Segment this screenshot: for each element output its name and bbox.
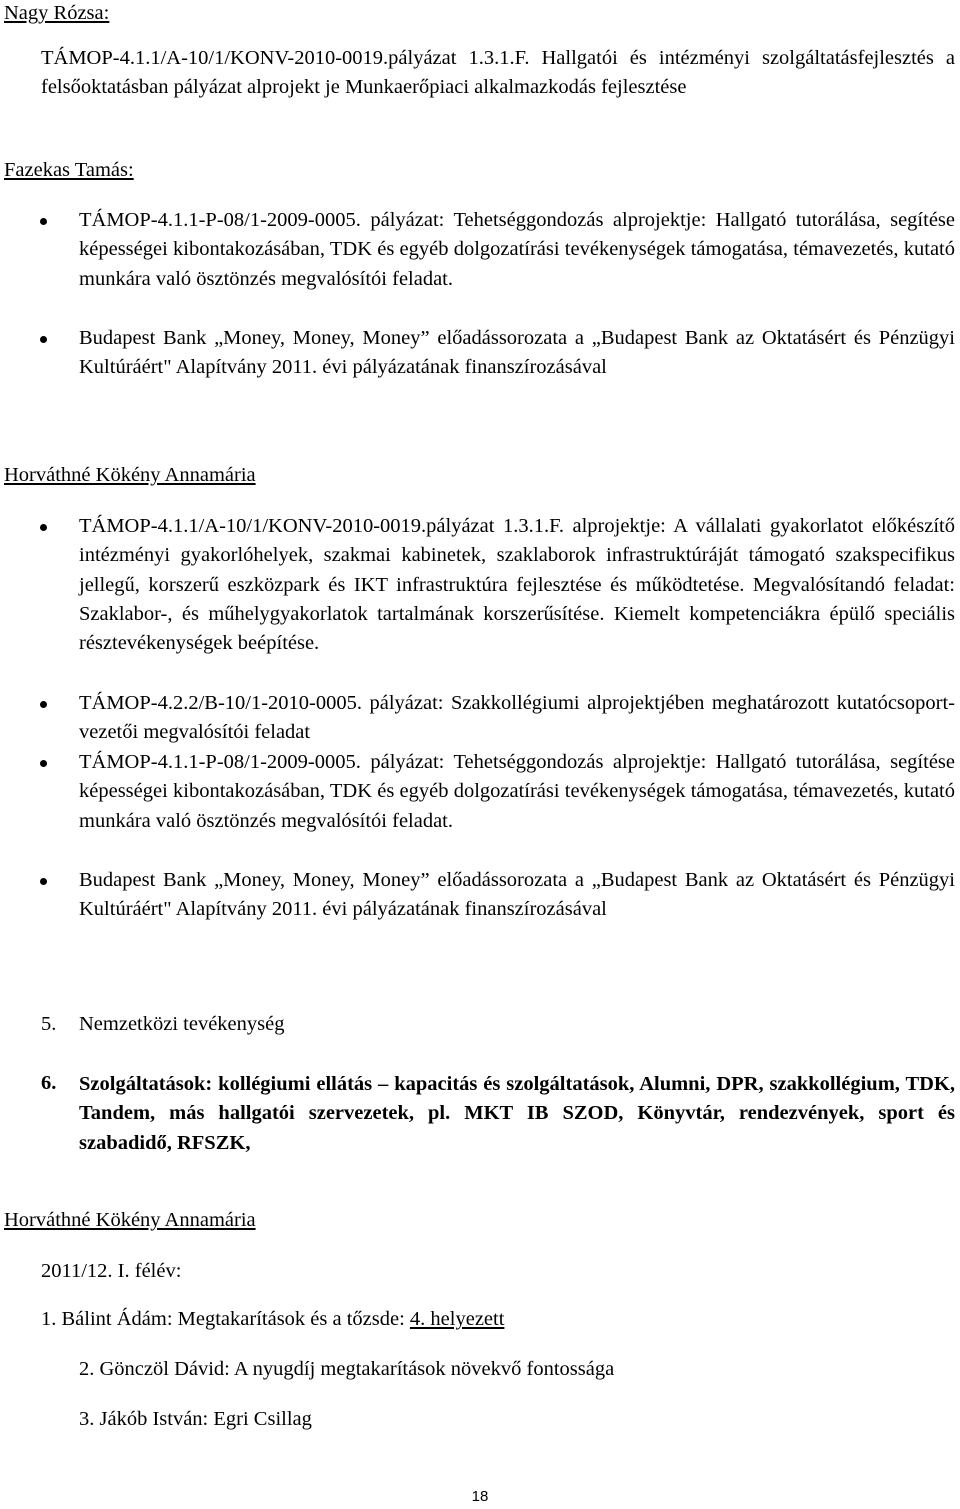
result-item-1-place: 4. helyezett <box>409 1308 505 1330</box>
bullet-dot <box>40 878 47 885</box>
semester-label: 2011/12. I. félév: <box>41 1260 182 1282</box>
list-item-horvathne-3: TÁMOP-4.1.1-P-08/1-2009-0005. pályázat: Tehetséggondozás alprojektje: Hallgató tutorálása, segítése képességei kibontakozásában, TDK és egyéb dolgozatírási tevékenységek támogatása, témavezetés, kutató munkára való ösztönzés megvalósítói feladat. <box>79 751 955 832</box>
list-item-horvathne-4: Budapest Bank „Money, Money, Money” előadássorozata a „Budapest Bank az Oktatásért és Pénzügyi Kultúráért" Alapítvány 2011. évi pályázatának finanszírozásával <box>79 869 955 921</box>
heading-fazekas-tamas: Fazekas Tamás: <box>4 159 134 181</box>
page-number: 18 <box>471 1488 489 1505</box>
result-item-2 <box>79 1358 614 1381</box>
list-item-horvathne-2: TÁMOP-4.2.2/B-10/1-2010-0005. pályázat: Szakkollégiumi alprojektjében meghatározott kutatócsoport-vezetői megvalósítói feladat <box>79 692 955 744</box>
numbered-6-text: Szolgáltatások: kollégiumi ellátás – kapacitás és szolgáltatások, Alumni, DPR, szakkollégium, TDK, Tandem, más hallgatói szervezetek, pl. MKT IB SZOD, Könyvtár, rendezvények, sport és szabadidő, RFSZK, <box>79 1073 955 1154</box>
result-item-3-text: 3. Jákób István: Egri Csillag <box>79 1408 312 1430</box>
bullet-dot <box>40 336 47 343</box>
list-item-fazekas-2: Budapest Bank „Money, Money, Money” előadássorozata a „Budapest Bank az Oktatásért és Pénzügyi Kultúráért" Alapítvány 2011. évi pályázatának finanszírozásával <box>79 327 955 379</box>
heading-horvathne-2: Horváthné Kökény Annamária <box>4 1209 256 1231</box>
bullet-dot <box>40 760 47 767</box>
heading-horvathne-1: Horváthné Kökény Annamária <box>4 464 256 486</box>
result-item-1-text: 1. Bálint Ádám: Megtakarítások és a tőzsde: <box>41 1308 410 1330</box>
paragraph-nagy-rozsa: TÁMOP-4.1.1/A-10/1/KONV-2010-0019.pályázat 1.3.1.F. Hallgatói és intézményi szolgáltatásfejlesztés a felsőoktatásban pályázat alprojekt je Munkaerőpiaci alkalmazkodás fejlesztése <box>41 47 955 99</box>
result-item-3 <box>79 1408 312 1431</box>
result-item-2-text: 2. Gönczöl Dávid: A nyugdíj megtakarítások növekvő fontossága <box>79 1358 615 1380</box>
list-item-fazekas-1: TÁMOP-4.1.1-P-08/1-2009-0005. pályázat: Tehetséggondozás alprojektje: Hallgató tutorálása, segítése képességei kibontakozásában, TDK és egyéb dolgozatírási tevékenységek támogatása, témavezetés, kutató munkára való ösztönzés megvalósítói feladat. <box>79 209 955 290</box>
numbered-5-text: Nemzetközi tevékenység <box>79 1013 285 1035</box>
bullet-dot <box>40 701 47 708</box>
list-item-horvathne-1: TÁMOP-4.1.1/A-10/1/KONV-2010-0019.pályázat 1.3.1.F. alprojektje: A vállalati gyakorlatot előkészítő intézményi gyakorlóhelyek, szakmai kabinetek, szaklaborok infrastruktúráját támogató szakspecifikus jellegű, korszerű eszközpark és IKT infrastruktúra fejlesztése és működtetése. Megvalósítandó feladat: Szaklabor-, és műhelygyakorlatok tartalmának korszerűsítése. Kiemelt kompetenciákra épülő speciális résztevékenységek beépítése. <box>79 515 955 655</box>
bullet-dot <box>40 524 47 531</box>
result-item-1 <box>41 1308 504 1331</box>
numbered-6-number: 6. <box>41 1072 57 1094</box>
bullet-dot <box>40 218 47 225</box>
numbered-5-number: 5. <box>41 1013 57 1035</box>
heading-nagy-rozsa: Nagy Rózsa: <box>4 2 110 24</box>
